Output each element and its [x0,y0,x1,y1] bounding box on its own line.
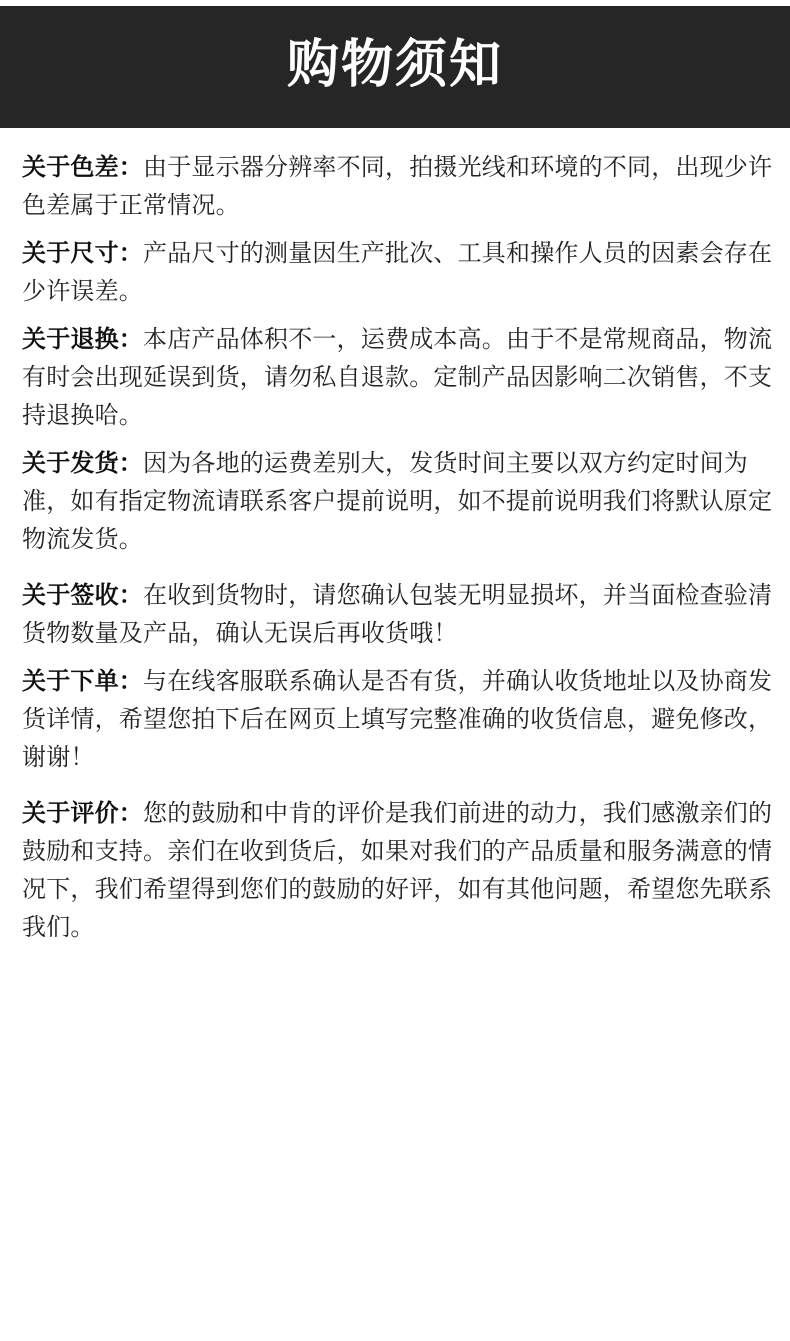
notice-list [22,148,774,956]
notice-text: 本店产品体积不一，运费成本高。由于不是常规商品，物流有时会出现延误到货，请勿私自退款。定制产品因影响二次销售，不支持退换哈。 [22,325,773,429]
notice-shipping [22,444,774,558]
notice-label: 关于退换： [22,325,143,353]
notice-label: 关于签收： [22,581,143,609]
notice-label: 关于发货： [22,449,143,477]
notice-text: 与在线客服联系确认是否有货，并确认收货地址以及协商发货详情，希望您拍下后在网页上填写完整准确的收货信息，避免修改，谢谢！ [22,667,773,771]
notice-color-difference [22,148,774,224]
notice-text: 在收到货物时，请您确认包装无明显损坏，并当面检查验清货物数量及产品，确认无误后再收货哦！ [22,581,773,647]
notice-label: 关于色差： [22,153,143,181]
notice-label: 关于尺寸： [22,239,143,267]
notice-ordering [22,662,774,776]
page-title: 购物须知 [286,35,503,95]
notice-label: 关于评价： [22,799,143,827]
notice-receipt [22,576,774,652]
notice-text: 产品尺寸的测量因生产批次、工具和操作人员的因素会存在少许误差。 [22,239,773,305]
header-banner [0,6,790,128]
notice-size [22,234,774,310]
notice-returns [22,320,774,434]
notice-text: 您的鼓励和中肯的评价是我们前进的动力，我们感激亲们的鼓励和支持。亲们在收到货后，如果对我们的产品质量和服务满意的情况下，我们希望得到您们的鼓励的好评，如有其他问题，希望您先联系我们。 [22,799,773,941]
notice-text: 由于显示器分辨率不同，拍摄光线和环境的不同，出现少许色差属于正常情况。 [22,153,773,219]
notice-label: 关于下单： [22,667,143,695]
notice-text: 因为各地的运费差别大，发货时间主要以双方约定时间为准，如有指定物流请联系客户提前说明，如不提前说明我们将默认原定物流发货。 [22,449,773,553]
notice-review [22,794,774,946]
